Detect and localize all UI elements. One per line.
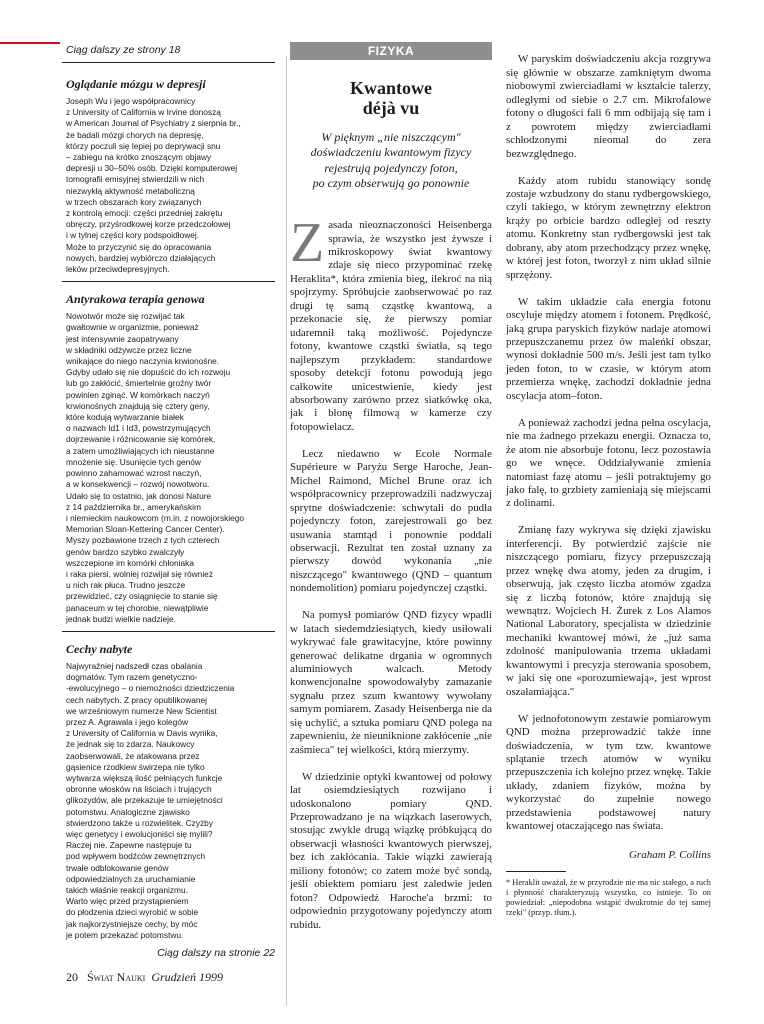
- divider: [62, 62, 275, 63]
- paragraph: W dziedzinie optyki kwantowej od połowy lat osiemdziesiątych rozwijano i udoskonalono pomiary QND. Przeprowadzano je na wiązkach laserowych, stosując zwykle drugą wiązkę próbkującą do obserwacji własności kwantowych pierwszej, bez ich zakłócania. Takie wiązki zawierają miliony fotonów; co zatem może być sondą, jeśli obiektem pomiaru jest zaledwie jeden foton? Odpowiedź Haroche'a brzmi: to odpowiednio przygotowany pojedynczy atom rubidu.: [290, 770, 492, 931]
- paragraph: Na pomysł pomiarów QND fizycy wpadli w latach siedemdziesiątych, kiedy usiłowali wykrywać fale grawitacyjne, które powinny generować delikatne drgania w ogromnych aluminiowych walcach. Metody konwencjonalne spowodowałyby zamazanie sygnału przez szum kwantowy wywołany samym pomiarem. Zasady Heisenberga nie da się uchylić, a sztuka pomiaru QND polega na zapewnieniu, że nieuniknione zakłócenie „nie zaśmieca" tej wielkości, którą mierzymy.: [290, 609, 492, 756]
- paragraph: Lecz niedawno w Ecole Normale Supérieure w Paryżu Serge Haroche, Jean-Michel Raimond, Michel Brune oraz ich współpracownicy przeprowadzili nadzwyczaj sprytne doświadczenie: schwytali do pudła pojedynczy foton, zarejestrowali go bez usuwania stamtąd i ponownie poddali obserwacji. Rezultat ten został uznany za pierwszy dowód wykonania „nie niszczącego" kwantowego (QND – quantum nondemolition) pomiaru pojedynczej cząstki.: [290, 447, 492, 595]
- paragraph: Zmianę fazy wykrywa się dzięki zjawisku interferencji. By potwierdzić zajście nie niszczącego pomiaru, fizycy przepuszczają przez wnękę dwa atomy, jeden za drugim, i obserwują, jak często liczba atomów zgadza się z liczbą fotonów, które znajdują się wewnątrz. Wojciech H. Żurek z Los Alamos National Laboratory, specjalista w dziedzinie mechaniki kwantowej mówi, że „już sama zdolność manipulowania trzema układami kwantowymi i precyzja sterowania sposobem, w jaki się one «porozumiewają», jest wprost oszałamiająca.": [506, 524, 711, 698]
- news-item-body: Najwyraźniej nadszedł czas obalania dogmatów. Tym razem genetyczno- -ewolucyjnego – o niemożności dziedziczenia cech nabytych. Z pracy opublikowanej we wrześniowym numerze New Scientist przez A. Agrawala i jego kolegów z University of California w Davis wynika, że jednak się to zdarza. Naukowcy zaobserwowali, że atakowana przez gąsienice rzodkiew świrzepa nie tylko wytwarza większą ilość pełniących funkcje obronne włosków na liściach i trujących glikozydów, ale przekazuje te umiejętności potomstwu. Analogiczne zjawisko stwierdzono także u rozwielitek. Czyżby więc genetycy i ewolucjoniści się mylili? Raczej nie. Zapewne następuje tu pod wpływem bodźców zewnętrznych trwałe odblokowanie genów odpowiedzialnych za uruchamianie takich właśnie reakcji organizmu. Warto więc przed przystąpieniem do płodzenia dzieci wyrobić w sobie jak najkorzystniejsze cechy, by móc je potem przekazać potomstwu.: [66, 660, 235, 940]
- paragraph: W jednofotonowym zestawie pomiarowym QND można przeprowadzić także inne doświadczenia, w tym tzw. kwantowe splątanie trzech atomów w wyniku przepuszczenia ich kolejno przez wnękę. Takie układy, zdaniem fizyków, można by wykorzystać do zupełnie nowego przedstawienia podstawowej natury kwantowej otaczającego nas świata.: [506, 712, 711, 833]
- divider: [62, 281, 275, 282]
- paragraph: W takim układzie cała energia fotonu oscyluje między atomem i fotonem. Prędkość, jaką grupa paryskich fizyków nadaje atomowi przepuszczanemu przez ów maleńki obszar, wynosi dokładnie 500 m/s. Jeśli jest tam tylko jeden foton, to w czasie, w którym atom przemierza wnękę, zachodzi dokładnie jedna oscylacja atom–foton.: [506, 295, 711, 402]
- column-divider: [286, 56, 287, 1006]
- news-item-body: Joseph Wu i jego współpracownicy z University of California w Irvine donoszą w American Journal of Psychiatry z sierpnia br., że badali mózgi chorych na depresję, którzy poczuli się lepiej po deprywacji snu – zabiegu na krótko znoszącym objawy depresji u 30–50% osób. Dzięki komputerowej tomografii emisyjnej stwierdzili w nich niezwykłą aktywność metaboliczną w trzech obszarach kory związanych z kontrolą emocji: części przedniej zakrętu obręczy, przyśrodkowej korze przedczołowej i w tylnej części kory podspoidłowej. Może to przyczynić się do opracowania nowych, bardziej wybiórczo działających leków przeciwdepresyjnych.: [66, 96, 241, 275]
- news-item: [62, 292, 275, 625]
- footnote: * Heraklit uważał, że w przyrodzie nie ma nic stałego, a ruch i płynność charakteryzują wszystko, co istnieje. To on powiedział: „niepodobna wstąpić dwukrotnie do tej samej rzeki" (przyp. tłum.).: [506, 878, 711, 917]
- news-item: [62, 77, 275, 275]
- news-item: [62, 642, 275, 941]
- continued-to-label: Ciąg dalszy na stronie 22: [157, 947, 275, 960]
- article-headline: Kwantowe déjà vu: [350, 78, 432, 118]
- author-signature: Graham P. Collins: [628, 849, 711, 862]
- issue-date: Grudzień 1999: [151, 970, 223, 984]
- page-number: 20: [66, 970, 78, 984]
- divider: [62, 631, 275, 632]
- paragraph: Zasada nieoznaczoności Heisenberga sprawia, że wszystko jest żywsze i mikroskopowy świat kwantowy zdaje się nieco przypominać rzekę Heraklita*, która zmienia bieg, ilekroć na nią spojrzymy. Spróbujcie zaobserwować po raz drugi tę samą cząstkę kwantową, a przekonacie się, że pierwszy pomiar udaremnił taką możliwość. Pojedyncze fotony, kwantowe cząstki światła, są tego najlepszym przykładem: standardowe sposoby detekcji fotonu powodują jego całkowite unicestwienie, kiedy jest absorbowany zarówno przez siatkówkę oka, jak i błonę filmową w kamerze czy fotopowielacz.: [290, 212, 492, 433]
- news-item-body: Nowotwór może się rozwijać tak gwałtownie w organizmie, ponieważ jest intensywnie zaopatrywany w składniki odżywcze przez liczne wnikające do niego naczynia krwionośne. Gdyby udało się nie dopuścić do ich rozwoju lub go zakłócić, śmiertelnie groźny twór powinien zginąć. W komórkach naczyń krwionośnych znajdują się cztery geny, które kodują wytwarzanie białek o nazwach Id1 i Id3, powstrzymujących dojrzewanie i różnicowanie się komórek, a zatem umożliwiających ich nieustanne mnożenie się. Usunięcie tych genów powinno zahamować wzrost naczyń, a w konsekwencji – rozwój nowotworu. Udało się to ostatnio, jak donosi Nature z 14 października br., amerykańskim i niemieckim naukowcom (m.in. z nowojorskiego Memorian Sloan-Kettering Cancer Center). Myszy pozbawione trzech z tych czterech genów bardzo szybko zwalczyły wszczepione im komórki chłoniaka i raka piersi, wolniej rozwijał się również u nich rak płuca. Trudno jeszcze przewidzieć, czy osiągnięcie to stanie się panaceum w tej chorobie, niewątpliwie jednak budzi wielkie nadzieje.: [66, 311, 245, 624]
- article-body: [290, 206, 492, 946]
- paragraph: W paryskim doświadczeniu akcja rozgrywa się głównie w obszarze zamkniętym dwoma niobowymi zwierciadłami w kształcie talerzy, odległymi od siebie o 2.7 cm. Mikrofalowe fotony o długości fali 6 mm odbijają się tam i z powrotem między zwierciadłami schłodzonymi nieomal do zera bezwzględnego.: [506, 53, 711, 160]
- page-footer: [66, 970, 223, 985]
- news-item-title: Cechy nabyte: [66, 641, 133, 656]
- continued-from-label: Ciąg dalszy ze strony 18: [66, 44, 181, 56]
- drop-cap: Z: [290, 212, 325, 275]
- magazine-name: Świat Nauki: [87, 970, 146, 984]
- paragraph: A ponieważ zachodzi jedna pełna oscylacja, nie ma żadnego przekazu energii. Oznacza to, że atom nie absorbuje fotonu, lecz pozostawia go we wnęce. Oddziaływanie zmienia natomiast fazę atomu – jeśli potraktujemy go jako falę, to grzbiety zamieniają się miejscami z dolinami.: [506, 416, 711, 510]
- paragraph: Każdy atom rubidu stanowiący sondę zostaje wzbudzony do stanu rydbergowskiego, czyli takiego, w którym zewnętrzny elektron krąży po orbicie bardzo odległej od reszty atomu. Konkretny stan rydbergowski jest tak dobrany, aby atom przechodzący przez wnękę, w której jest foton, tworzył z nim układ silnie sprzężony.: [506, 174, 711, 281]
- section-label: FIZYKA: [290, 42, 492, 60]
- accent-rule: [0, 42, 60, 44]
- article-column-1: [290, 42, 492, 946]
- news-item-title: Antyrakowa terapia genowa: [66, 292, 205, 307]
- footnote-divider: [506, 871, 566, 872]
- news-item-title: Oglądanie mózgu w depresji: [66, 77, 206, 91]
- article-column-2: [506, 40, 711, 917]
- news-column: [62, 44, 275, 959]
- article-lead: W pięknym „nie niszczącym" doświadczeniu kwantowym fizycy rejestrują pojedynczy foton, po czym obserwują go ponownie: [310, 130, 472, 191]
- article-body: [506, 40, 711, 847]
